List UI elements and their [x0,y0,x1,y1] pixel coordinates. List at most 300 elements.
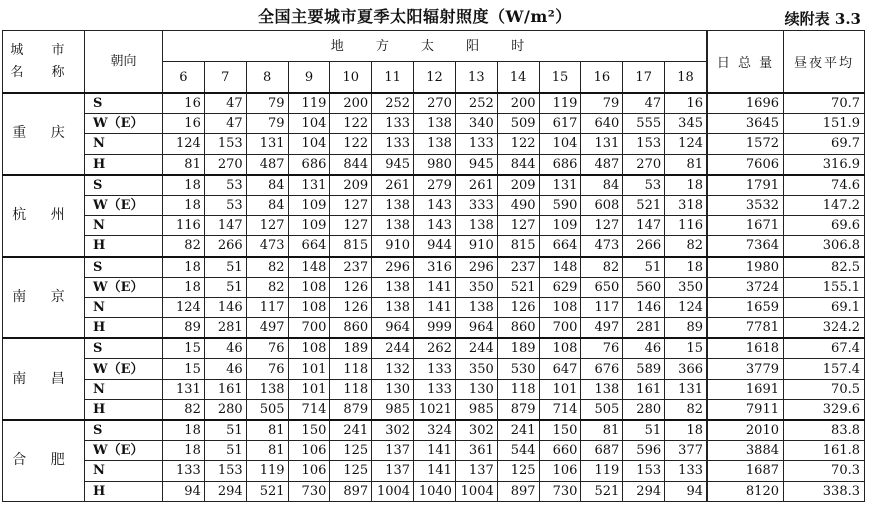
irradiance-cell: 910 [455,236,497,257]
table-row [3,277,707,297]
irradiance-cell: 1004 [455,481,497,501]
irradiance-cell: 815 [497,236,539,257]
irradiance-cell: 18 [665,257,707,278]
daily-total-cell: 1791 [708,175,784,196]
irradiance-cell: 82 [163,399,205,420]
irradiance-cell: 999 [414,318,456,339]
irradiance-cell: 106 [539,461,581,481]
irradiance-cell: 153 [623,461,665,481]
irradiance-cell: 686 [288,154,330,175]
irradiance-cell: 51 [623,420,665,441]
summary-row [708,379,865,399]
irradiance-cell: 560 [623,277,665,297]
irradiance-cell: 281 [623,318,665,339]
irradiance-cell: 252 [455,93,497,114]
table-row [3,257,707,278]
irradiance-cell: 101 [288,379,330,399]
irradiance-cell: 84 [246,175,288,196]
irradiance-cell: 700 [539,318,581,339]
irradiance-cell: 127 [246,216,288,236]
irradiance-cell: 660 [539,441,581,461]
irradiance-cell: 18 [163,441,205,461]
irradiance-cell: 590 [539,195,581,215]
irradiance-cell: 106 [288,461,330,481]
irradiance-cell: 497 [581,318,623,339]
irradiance-cell: 137 [372,461,414,481]
irradiance-cell: 89 [163,318,205,339]
irradiance-cell: 980 [414,154,456,175]
day-night-average-cell: 69.6 [784,216,865,236]
irradiance-cell: 76 [246,359,288,379]
irradiance-cell: 147 [623,216,665,236]
irradiance-cell: 237 [330,257,372,278]
irradiance-cell: 296 [455,257,497,278]
irradiance-cell: 16 [163,114,205,134]
irradiance-cell: 131 [665,379,707,399]
day-night-average-cell: 67.4 [784,338,865,359]
irradiance-cell: 122 [330,134,372,154]
irradiance-cell: 53 [623,175,665,196]
irradiance-cell: 138 [414,134,456,154]
table-row [3,114,707,134]
irradiance-cell: 153 [623,134,665,154]
daily-total-cell: 3532 [708,195,784,215]
irradiance-cell: 270 [414,93,456,114]
irradiance-cell: 505 [581,399,623,420]
orientation-cell: W（E） [85,114,163,134]
irradiance-cell: 318 [665,195,707,215]
irradiance-cell: 138 [455,297,497,317]
irradiance-cell: 146 [623,297,665,317]
hour-header-cell: 17 [623,62,665,94]
irradiance-cell: 118 [497,379,539,399]
irradiance-cell: 15 [163,338,205,359]
city-name-cell: 合 肥 [3,420,85,501]
irradiance-cell: 94 [163,481,205,501]
irradiance-cell: 521 [497,277,539,297]
summary-row [708,297,865,317]
irradiance-cell: 664 [539,236,581,257]
irradiance-cell: 844 [497,154,539,175]
summary-row [708,216,865,236]
table-row [3,461,707,481]
irradiance-cell: 647 [539,359,581,379]
daily-total-cell: 1687 [708,461,784,481]
irradiance-cell: 209 [330,175,372,196]
orientation-cell: H [85,318,163,339]
irradiance-cell: 18 [665,420,707,441]
irradiance-cell: 141 [414,441,456,461]
irradiance-cell: 124 [163,297,205,317]
irradiance-cell: 131 [163,379,205,399]
day-night-average-cell: 324.2 [784,318,865,339]
table-number: 续附表 3.3 [784,10,861,28]
irradiance-cell: 119 [581,461,623,481]
summary-row [708,399,865,420]
irradiance-cell: 687 [581,441,623,461]
irradiance-cell: 964 [372,318,414,339]
irradiance-cell: 266 [623,236,665,257]
irradiance-cell: 143 [414,216,456,236]
table-row [3,379,707,399]
irradiance-cell: 133 [414,359,456,379]
daily-total-cell: 1618 [708,338,784,359]
daily-total-cell: 7911 [708,399,784,420]
irradiance-cell: 294 [623,481,665,501]
irradiance-cell: 544 [497,441,539,461]
irradiance-cell: 51 [204,257,246,278]
irradiance-cell: 18 [665,175,707,196]
irradiance-cell: 82 [581,257,623,278]
irradiance-cell: 118 [330,359,372,379]
day-night-average-cell: 74.6 [784,175,865,196]
table-row [3,318,707,339]
orientation-cell: N [85,297,163,317]
irradiance-cell: 108 [539,338,581,359]
table-row [3,297,707,317]
irradiance-cell: 18 [163,175,205,196]
irradiance-cell: 244 [372,338,414,359]
irradiance-cell: 350 [665,277,707,297]
irradiance-cell: 51 [204,441,246,461]
irradiance-cell: 82 [246,257,288,278]
irradiance-cell: 200 [497,93,539,114]
irradiance-cell: 296 [372,257,414,278]
irradiance-cell: 94 [665,481,707,501]
irradiance-cell: 676 [581,359,623,379]
irradiance-cell: 126 [497,297,539,317]
irradiance-cell: 124 [163,134,205,154]
summary-row [708,277,865,297]
irradiance-cell: 124 [665,297,707,317]
irradiance-cell: 133 [372,134,414,154]
irradiance-cell: 15 [163,359,205,379]
irradiance-cell: 153 [204,461,246,481]
orientation-cell: H [85,481,163,501]
daily-total-cell: 1696 [708,93,784,114]
summary-row [708,257,865,278]
day-night-average-cell: 157.4 [784,359,865,379]
irradiance-cell: 89 [665,318,707,339]
hour-header-cell: 14 [497,62,539,94]
irradiance-cell: 241 [330,420,372,441]
irradiance-cell: 81 [163,154,205,175]
irradiance-cell: 324 [414,420,456,441]
summary-row [708,481,865,501]
irradiance-cell: 509 [497,114,539,134]
irradiance-cell: 51 [204,420,246,441]
irradiance-cell: 130 [372,379,414,399]
irradiance-cell: 133 [372,114,414,134]
irradiance-cell: 629 [539,277,581,297]
irradiance-cell: 944 [414,236,456,257]
day-night-average-cell: 82.5 [784,257,865,278]
irradiance-cell: 294 [204,481,246,501]
irradiance-cell: 985 [455,399,497,420]
orientation-cell: S [85,175,163,196]
irradiance-cell: 497 [246,318,288,339]
irradiance-cell: 1040 [414,481,456,501]
daily-total-cell: 3884 [708,441,784,461]
orientation-cell: W（E） [85,195,163,215]
daily-total-cell: 3645 [708,114,784,134]
table-row [3,154,707,175]
table-body [3,93,707,501]
summary-row [708,195,865,215]
irradiance-cell: 150 [539,420,581,441]
irradiance-cell: 76 [581,338,623,359]
irradiance-cell: 18 [163,195,205,215]
summary-row [708,461,865,481]
irradiance-cell: 47 [623,93,665,114]
irradiance-cell: 487 [246,154,288,175]
irradiance-cell: 316 [414,257,456,278]
irradiance-cell: 138 [372,216,414,236]
irradiance-cell: 555 [623,114,665,134]
irradiance-cell: 302 [455,420,497,441]
irradiance-cell: 200 [330,93,372,114]
city-name-cell: 重 庆 [3,93,85,175]
hour-header-cell: 13 [455,62,497,94]
orientation-cell: W（E） [85,441,163,461]
hour-header-cell: 9 [288,62,330,94]
irradiance-cell: 487 [581,154,623,175]
day-night-average-cell: 70.5 [784,379,865,399]
irradiance-cell: 879 [330,399,372,420]
irradiance-cell: 1021 [414,399,456,420]
city-name-cell: 杭 州 [3,175,85,257]
irradiance-cell: 108 [288,297,330,317]
irradiance-cell: 350 [455,277,497,297]
irradiance-cell: 53 [204,195,246,215]
irradiance-cell: 108 [539,297,581,317]
hour-header-cell: 18 [665,62,707,94]
irradiance-cell: 133 [163,461,205,481]
irradiance-cell: 119 [288,93,330,114]
table-row [3,216,707,236]
irradiance-cell: 76 [246,338,288,359]
day-night-average-cell: 329.6 [784,399,865,420]
summary-row [708,114,865,134]
orientation-cell: N [85,461,163,481]
irradiance-cell: 133 [414,379,456,399]
hour-header-cell: 16 [581,62,623,94]
irradiance-cell: 138 [581,379,623,399]
irradiance-cell: 104 [288,114,330,134]
irradiance-cell: 138 [372,277,414,297]
orientation-cell: H [85,399,163,420]
table-row [3,338,707,359]
irradiance-cell: 138 [455,216,497,236]
irradiance-cell: 82 [665,399,707,420]
irradiance-cell: 131 [539,175,581,196]
orientation-cell: S [85,338,163,359]
day-night-average-cell: 161.8 [784,441,865,461]
irradiance-cell: 46 [204,359,246,379]
irradiance-cell: 141 [414,461,456,481]
daily-total-cell: 1572 [708,134,784,154]
daily-total-cell: 3724 [708,277,784,297]
irradiance-cell: 133 [665,461,707,481]
irradiance-cell: 117 [246,297,288,317]
irradiance-cell: 81 [246,441,288,461]
orientation-cell: H [85,154,163,175]
irradiance-cell: 150 [288,420,330,441]
irradiance-cell: 118 [330,379,372,399]
irradiance-cell: 81 [665,154,707,175]
irradiance-cell: 104 [288,134,330,154]
irradiance-cell: 189 [330,338,372,359]
irradiance-cell: 664 [288,236,330,257]
irradiance-cell: 302 [372,420,414,441]
irradiance-cell: 361 [455,441,497,461]
irradiance-cell: 844 [330,154,372,175]
irradiance-cell: 266 [204,236,246,257]
orientation-cell: S [85,257,163,278]
irradiance-cell: 46 [623,338,665,359]
irradiance-cell: 131 [246,134,288,154]
day-night-average-cell: 69.1 [784,297,865,317]
irradiance-cell: 18 [163,277,205,297]
day-night-average-cell: 70.7 [784,93,865,114]
daily-total-cell: 7364 [708,236,784,257]
irradiance-cell: 125 [330,461,372,481]
hour-header-cell: 7 [204,62,246,94]
summary-row [708,318,865,339]
irradiance-cell: 910 [372,236,414,257]
irradiance-cell: 127 [330,216,372,236]
irradiance-cell: 281 [204,318,246,339]
irradiance-cell: 81 [581,420,623,441]
irradiance-cell: 138 [372,297,414,317]
daily-total-cell: 1691 [708,379,784,399]
irradiance-cell: 125 [497,461,539,481]
irradiance-cell: 148 [288,257,330,278]
irradiance-cell: 108 [288,338,330,359]
irradiance-cell: 261 [372,175,414,196]
hour-header-cell: 10 [330,62,372,94]
orientation-cell: S [85,420,163,441]
irradiance-cell: 279 [414,175,456,196]
daily-summary-table [707,30,865,502]
daily-total-cell: 7606 [708,154,784,175]
irradiance-cell: 730 [288,481,330,501]
irradiance-cell: 640 [581,114,623,134]
irradiance-cell: 79 [246,114,288,134]
irradiance-cell: 84 [246,195,288,215]
irradiance-cell: 82 [665,236,707,257]
irradiance-cell: 84 [581,175,623,196]
irradiance-cell: 700 [288,318,330,339]
summary-row [708,359,865,379]
irradiance-cell: 106 [288,441,330,461]
orientation-cell: N [85,379,163,399]
hour-header-cell: 15 [539,62,581,94]
irradiance-cell: 79 [581,93,623,114]
summary-row [708,154,865,175]
irradiance-cell: 138 [414,114,456,134]
orientation-cell: W（E） [85,359,163,379]
irradiance-cell: 122 [330,114,372,134]
irradiance-cell: 261 [455,175,497,196]
hour-header-cell: 12 [414,62,456,94]
day-night-average-cell: 338.3 [784,481,865,501]
table-row [3,236,707,257]
irradiance-cell: 15 [665,338,707,359]
irradiance-cell: 161 [204,379,246,399]
irradiance-cell: 51 [204,277,246,297]
solar-time-header: 地 方 太 阳 时 [163,31,707,62]
irradiance-cell: 51 [623,257,665,278]
irradiance-cell: 79 [246,93,288,114]
irradiance-cell: 350 [455,359,497,379]
daily-total-cell: 7781 [708,318,784,339]
irradiance-cell: 127 [330,195,372,215]
irradiance-cell: 879 [497,399,539,420]
irradiance-cell: 860 [497,318,539,339]
day-night-average-cell: 155.1 [784,277,865,297]
irradiance-cell: 1004 [372,481,414,501]
irradiance-cell: 153 [204,134,246,154]
irradiance-cell: 897 [330,481,372,501]
hour-header-cell: 6 [163,62,205,94]
irradiance-cell: 131 [581,134,623,154]
irradiance-cell: 16 [665,93,707,114]
irradiance-cell: 47 [204,114,246,134]
irradiance-cell: 18 [163,257,205,278]
irradiance-cell: 473 [581,236,623,257]
day-night-average-cell: 69.7 [784,134,865,154]
irradiance-cell: 138 [372,195,414,215]
irradiance-cell: 505 [246,399,288,420]
table-title: 全国主要城市夏季太阳辐射照度（W/m²） [258,7,572,26]
table-row [3,481,707,501]
summary-row [708,93,865,114]
irradiance-cell: 333 [455,195,497,215]
day-night-average-cell: 70.3 [784,461,865,481]
irradiance-cell: 262 [414,338,456,359]
irradiance-cell: 131 [288,175,330,196]
day-night-average-header: 昼夜平均 [784,31,865,94]
irradiance-cell: 530 [497,359,539,379]
orientation-cell: H [85,236,163,257]
irradiance-cell: 108 [288,277,330,297]
day-night-average-cell: 151.9 [784,114,865,134]
irradiance-cell: 897 [497,481,539,501]
irradiance-cell: 132 [372,359,414,379]
irradiance-cell: 490 [497,195,539,215]
irradiance-cell: 127 [581,216,623,236]
summary-row [708,175,865,196]
day-night-average-cell: 316.9 [784,154,865,175]
irradiance-cell: 116 [665,216,707,236]
daily-total-cell: 1980 [708,257,784,278]
daily-total-header: 日 总 量 [708,31,784,94]
irradiance-cell: 589 [623,359,665,379]
orientation-cell: N [85,134,163,154]
irradiance-cell: 521 [246,481,288,501]
irradiance-cell: 244 [455,338,497,359]
irradiance-cell: 109 [539,216,581,236]
irradiance-cell: 270 [623,154,665,175]
irradiance-cell: 617 [539,114,581,134]
irradiance-cell: 521 [623,195,665,215]
irradiance-cell: 473 [246,236,288,257]
daily-total-cell: 3779 [708,359,784,379]
irradiance-cell: 137 [455,461,497,481]
orientation-cell: S [85,93,163,114]
irradiance-cell: 985 [372,399,414,420]
